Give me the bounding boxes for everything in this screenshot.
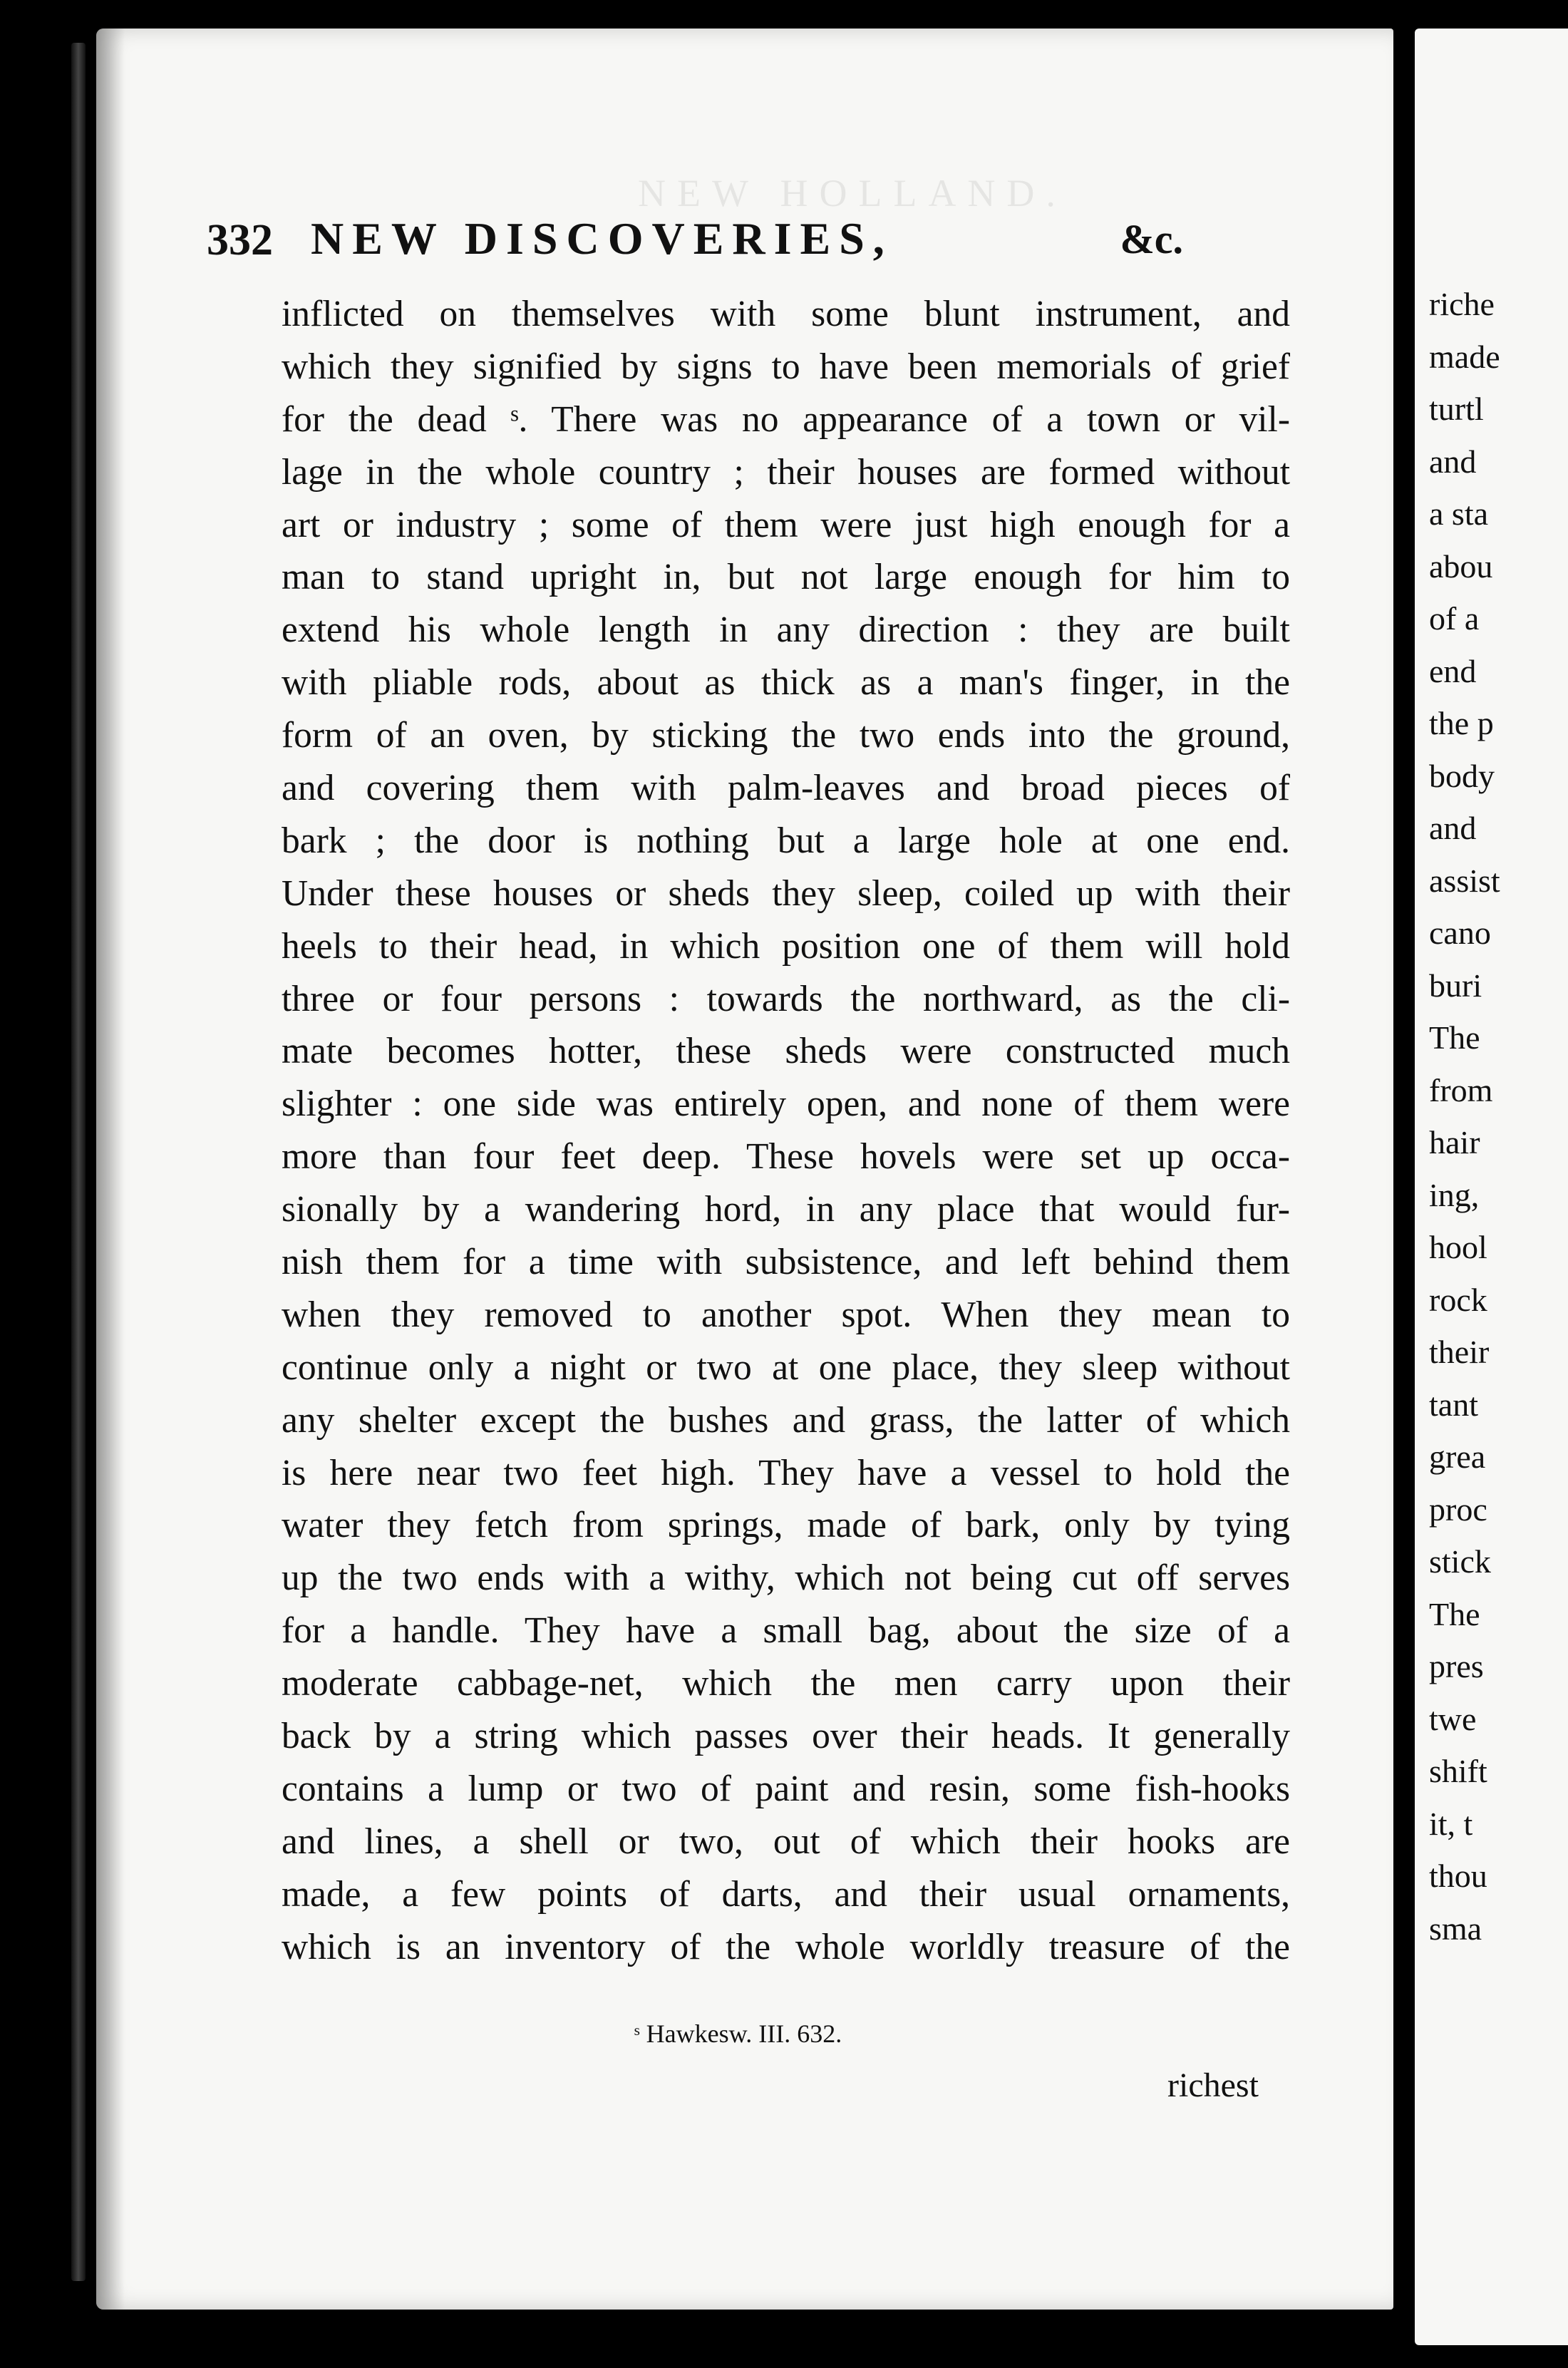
text-line: sionally by a wandering hord, in any place that would fur- (282, 1189, 1290, 1230)
right-page-fragment: grea (1429, 1438, 1486, 1475)
right-page-fragment: cano (1429, 915, 1491, 951)
text-line: contains a lump or two of paint and resin, some fish-hooks (282, 1768, 1290, 1809)
text-line: back by a string which passes over their heads. It generally (282, 1716, 1290, 1757)
right-page-fragment: sma (1429, 1910, 1482, 1947)
text-line: which is an inventory of the whole worldly treasure of the (282, 1926, 1290, 1967)
text-line: made, a few points of darts, and their usual ornaments, (282, 1873, 1290, 1915)
text-line: inflicted on themselves with some blunt instrument, and (282, 294, 1290, 334)
right-page-fragment: buri (1429, 967, 1482, 1004)
right-page-fragment: made (1429, 338, 1500, 375)
right-page-fragment: The (1429, 1019, 1480, 1056)
right-page-fragment: ing, (1429, 1176, 1480, 1213)
text-line: and covering them with palm-leaves and broad pieces of (282, 768, 1290, 809)
text-line: water they fetch from springs, made of bark, only by tying (282, 1505, 1290, 1546)
right-page-fragment: hool (1429, 1229, 1487, 1265)
right-page-fragment: hair (1429, 1124, 1480, 1160)
spine-shadow (96, 29, 125, 2310)
right-page-fragment: it, t (1429, 1805, 1473, 1842)
right-page-fragment: and (1429, 810, 1477, 846)
right-page-fragment: shift (1429, 1753, 1487, 1789)
right-page-fragment: tant (1429, 1386, 1478, 1423)
text-line: and lines, a shell or two, out of which their hooks are (282, 1821, 1290, 1862)
right-page-fragment: abou (1429, 547, 1493, 585)
right-page-fragment: proc (1429, 1491, 1487, 1528)
bleed-through-text: NEW HOLLAND. (638, 172, 1067, 215)
text-line: slighter : one side was entirely open, and none of them were (282, 1083, 1290, 1125)
body-text (282, 288, 1290, 1974)
text-line: nish them for a time with subsistence, and left behind them (282, 1242, 1290, 1283)
text-line: man to stand upright in, but not large enough for him to (282, 557, 1290, 598)
text-line: extend his whole length in any direction : they are built (282, 609, 1290, 651)
right-page-fragment: the p (1429, 705, 1494, 741)
right-page-fragment: their (1429, 1334, 1490, 1370)
page-number: 332 (207, 216, 273, 264)
text-line: for a handle. They have a small bag, about the size of a (282, 1610, 1290, 1652)
text-line: lage in the whole country ; their houses are formed without (282, 451, 1290, 493)
running-head (207, 212, 1197, 269)
right-page-fragment: thou (1429, 1858, 1487, 1894)
right-page (1415, 29, 1568, 2345)
text-line: with pliable rods, about as thick as a man's finger, in the (282, 662, 1290, 704)
right-page-fragment: from (1429, 1071, 1493, 1108)
right-page-fragment: riche (1429, 286, 1495, 322)
footnote: ˢ Hawkesw. III. 632. (634, 2019, 842, 2048)
text-line: art or industry ; some of them were just high enough for a (282, 504, 1290, 545)
text-line: more than four feet deep. These hovels were set up occa- (282, 1136, 1290, 1178)
right-page-fragment: and (1429, 443, 1477, 480)
right-page-fragment: turtl (1429, 391, 1484, 427)
text-line: Under these houses or sheds they sleep, coiled up with their (282, 872, 1290, 914)
right-page-fragment: of a (1429, 600, 1480, 637)
right-page-fragment: The (1429, 1595, 1480, 1632)
running-title-etc: &c. (1120, 216, 1183, 262)
text-line: moderate cabbage-net, which the men carry upon their (282, 1663, 1290, 1704)
text-line: any shelter except the bushes and grass, the latter of which (282, 1399, 1290, 1441)
text-line: form of an oven, by sticking the two ends into the ground, (282, 715, 1290, 756)
right-page-fragment: twe (1429, 1700, 1477, 1737)
right-page-fragment: assist (1429, 862, 1500, 899)
text-line: for the dead ˢ. There was no appearance of a town or vil- (282, 398, 1290, 440)
right-page-fragment: a sta (1429, 495, 1489, 532)
right-page-fragment: stick (1429, 1543, 1491, 1580)
text-line: mate becomes hotter, these sheds were constructed much (282, 1031, 1290, 1072)
right-page-fragment: rock (1429, 1281, 1487, 1318)
text-line: is here near two feet high. They have a vessel to hold the (282, 1452, 1290, 1493)
text-line: when they removed to another spot. When they mean to (282, 1294, 1290, 1335)
text-line: which they signified by signs to have been memorials of grief (282, 346, 1290, 387)
right-page-fragment: body (1429, 757, 1495, 794)
text-line: bark ; the door is nothing but a large hole at one end. (282, 820, 1290, 861)
right-page-fragment: end (1429, 652, 1477, 689)
book-fore-edge (71, 43, 86, 2281)
text-line: three or four persons : towards the northward, as the cli- (282, 978, 1290, 1019)
text-line: continue only a night or two at one place, they sleep without (282, 1347, 1290, 1388)
right-page-fragment: pres (1429, 1648, 1484, 1684)
running-title: NEW DISCOVERIES, (311, 213, 893, 264)
text-line: up the two ends with a withy, which not being cut off serves (282, 1558, 1290, 1599)
right-page-text (1429, 278, 1500, 1955)
text-line: heels to their head, in which position one of them will hold (282, 925, 1290, 967)
catchword: richest (1167, 2066, 1259, 2104)
